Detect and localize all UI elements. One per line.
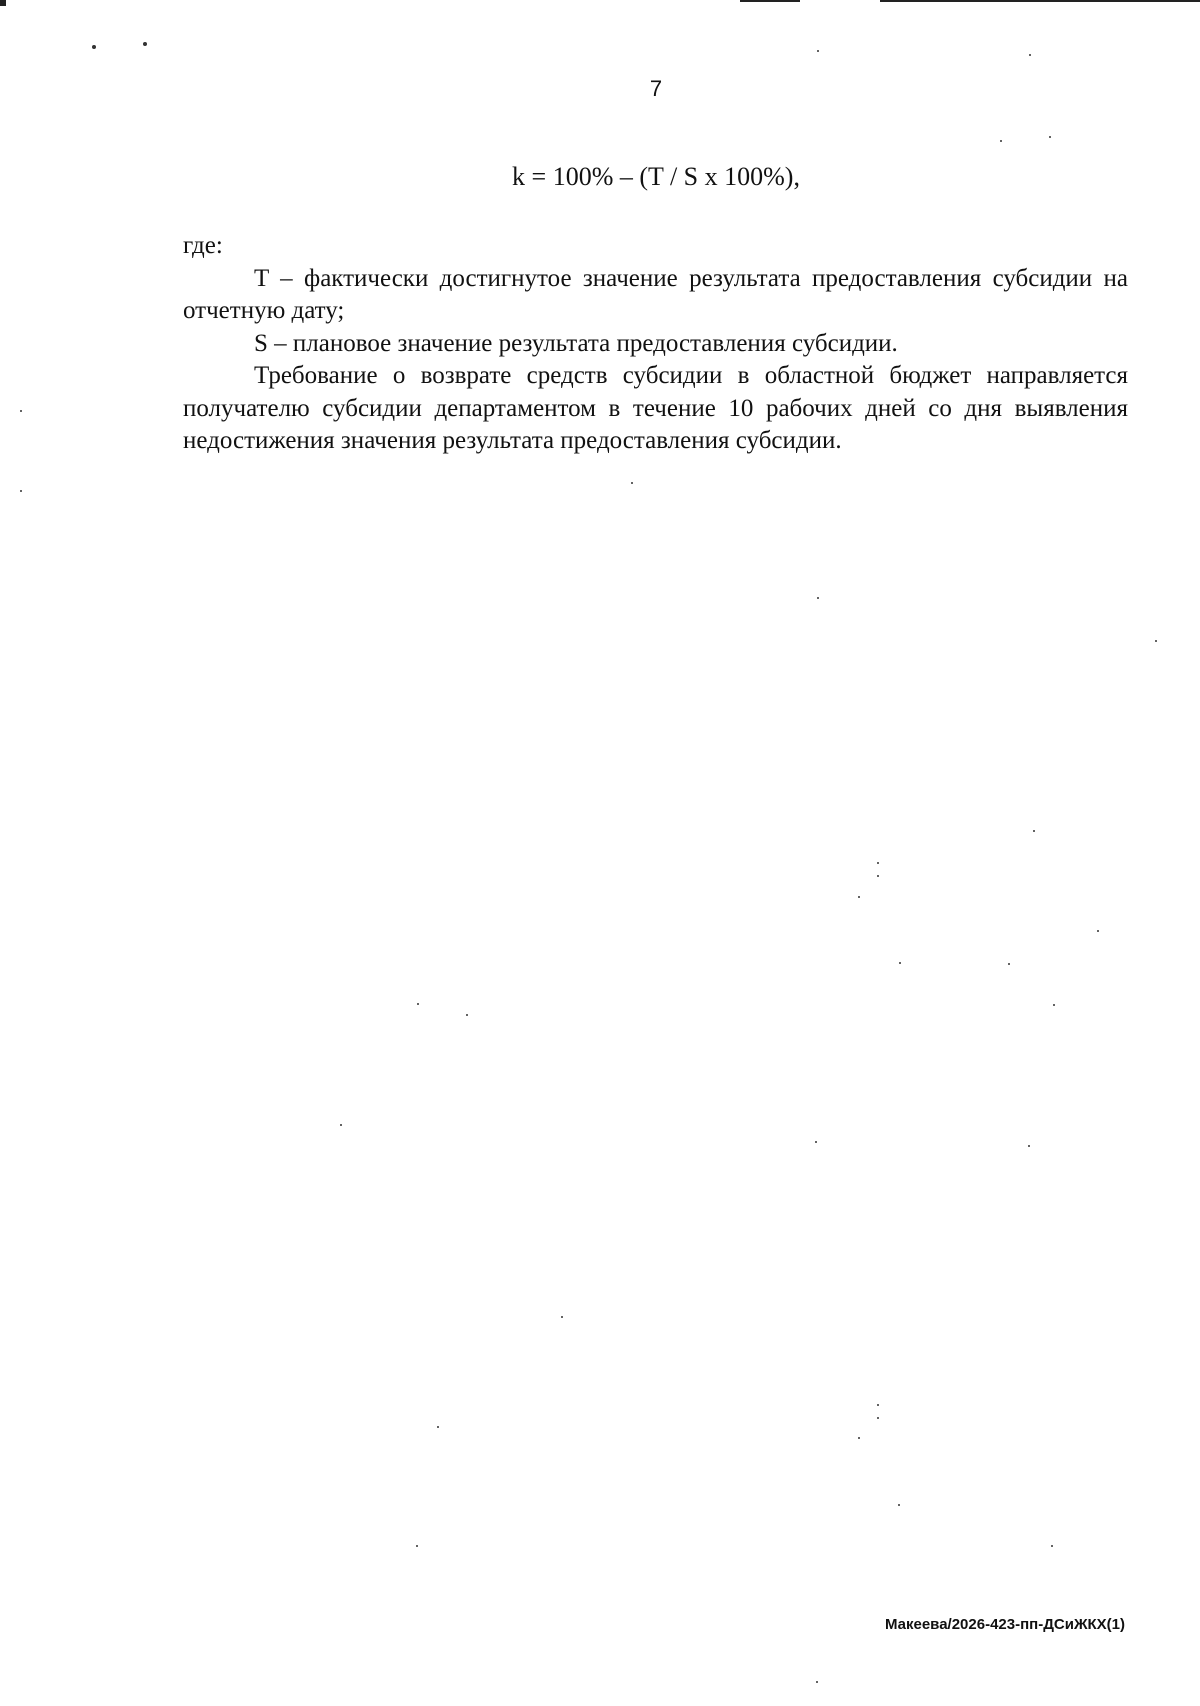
speck xyxy=(1033,830,1035,832)
speck xyxy=(1028,1145,1030,1147)
document-footer-code: Макеева/2026-423-пп-ДСиЖКХ(1) xyxy=(884,1616,1125,1633)
speck xyxy=(561,1316,563,1318)
paragraph-refund-requirement: Требование о возврате средств субсидии в областной бюджет направляется получателю субсидии департаментом в течение 10 рабочих дней со дня выявления недостижения значения результата предоставления субсидии. xyxy=(183,362,1128,454)
scan-line-top-right xyxy=(880,0,1200,2)
speck xyxy=(898,1504,900,1506)
speck xyxy=(877,1404,879,1406)
speck xyxy=(817,597,819,599)
speck xyxy=(466,1014,468,1016)
speck xyxy=(20,410,22,412)
speck xyxy=(1029,54,1031,56)
speck xyxy=(877,862,879,864)
speck xyxy=(877,875,879,877)
speck xyxy=(1008,963,1010,965)
scan-line-top xyxy=(740,0,800,2)
scan-line-left xyxy=(0,0,6,6)
speck xyxy=(877,1417,879,1419)
speck xyxy=(858,1437,860,1439)
speck xyxy=(1049,136,1051,138)
speck xyxy=(143,42,147,46)
speck xyxy=(1051,1545,1053,1547)
speck xyxy=(1155,640,1157,642)
paragraph-t-definition: T – фактически достигнутое значение результата предоставления субсидии на отчетную дату; xyxy=(183,264,1128,324)
speck xyxy=(817,50,819,52)
speck xyxy=(1097,930,1099,932)
speck xyxy=(1000,140,1002,142)
paragraph-s-definition: S – плановое значение результата предоставления субсидии. xyxy=(254,329,898,357)
speck xyxy=(437,1426,439,1428)
document-body xyxy=(183,230,1128,458)
speck xyxy=(815,1141,817,1143)
speck xyxy=(899,962,901,964)
speck xyxy=(340,1124,342,1126)
speck xyxy=(858,896,860,898)
page-number: 7 xyxy=(649,76,663,101)
speck xyxy=(416,1545,418,1547)
speck xyxy=(1053,1004,1055,1006)
speck xyxy=(816,1681,818,1683)
speck xyxy=(631,482,633,484)
speck xyxy=(417,1003,419,1005)
speck xyxy=(92,45,96,49)
formula: k = 100% – (T / S x 100%), xyxy=(512,162,800,191)
paragraph-where: где: xyxy=(183,232,223,259)
speck xyxy=(20,490,22,492)
